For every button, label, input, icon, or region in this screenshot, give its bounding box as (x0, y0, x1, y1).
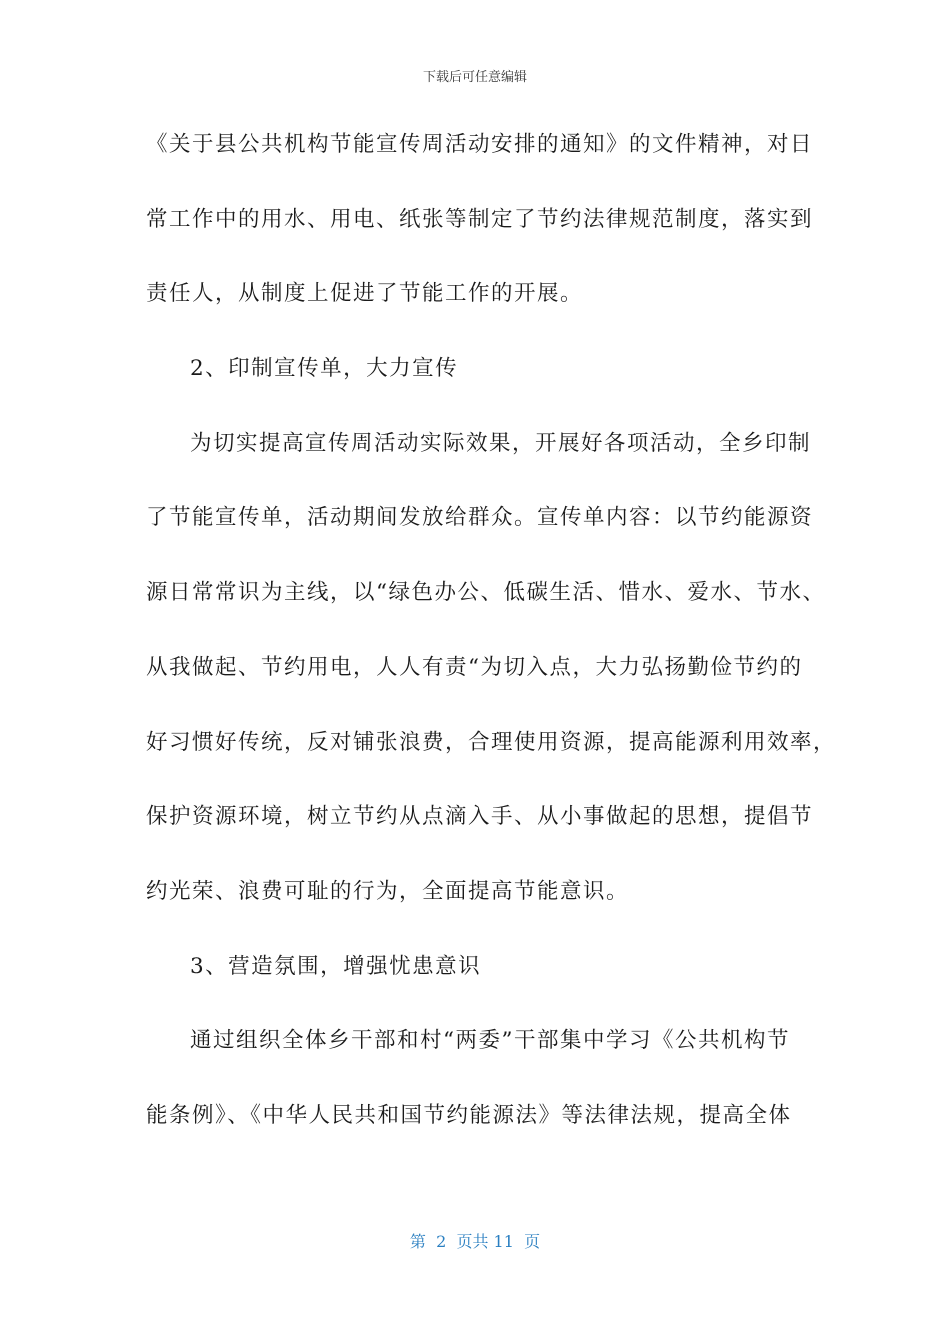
page-header-note: 下载后可任意编辑 (422, 70, 527, 85)
body-line-7: 源日常常识为主线，以“绿色办公、低碳生活、惜水、爱水、节水、 (146, 580, 826, 606)
body-line-13: 通过组织全体乡干部和村“两委”干部集中学习《公共机构节 (190, 1028, 790, 1054)
document-body (146, 124, 837, 1170)
section-heading-3: 3、营造氛围，增强忧患意识 (190, 953, 482, 979)
body-line-1: 《关于县公共机构节能宣传周活动安排的通知》的文件精神，对日 (146, 132, 814, 157)
body-line-10: 保护资源环境，树立节约从点滴入手、从小事做起的思想，提倡节 (146, 804, 814, 830)
body-line-3: 责任人，从制度上促进了节能工作的开展。 (146, 281, 584, 307)
body-line-9: 好习惯好传统，反对铺张浪费，合理使用资源，提高能源利用效率， (146, 729, 837, 755)
body-line-5: 为切实提高宣传周活动实际效果，开展好各项活动，全乡印制 (190, 430, 812, 456)
page-number-footer: 第 2 页共 11 页 (409, 1232, 541, 1251)
body-line-8: 从我做起、节约用电，人人有责“为切入点，大力弘扬勤俭节约的 (146, 654, 803, 680)
body-line-2: 常工作中的用水、用电、纸张等制定了节约法律规范制度，落实到 (146, 206, 814, 232)
section-heading-2: 2、印制宣传单，大力宣传 (190, 356, 459, 382)
body-line-6: 了节能宣传单，活动期间发放给群众。宣传单内容：以节约能源资 (146, 505, 814, 531)
body-line-11: 约光荣、浪费可耻的行为，全面提高节能意识。 (146, 878, 630, 904)
body-line-14: 能条例》、《中华人民共和国节约能源法》等法律法规，提高全体 (146, 1102, 792, 1128)
